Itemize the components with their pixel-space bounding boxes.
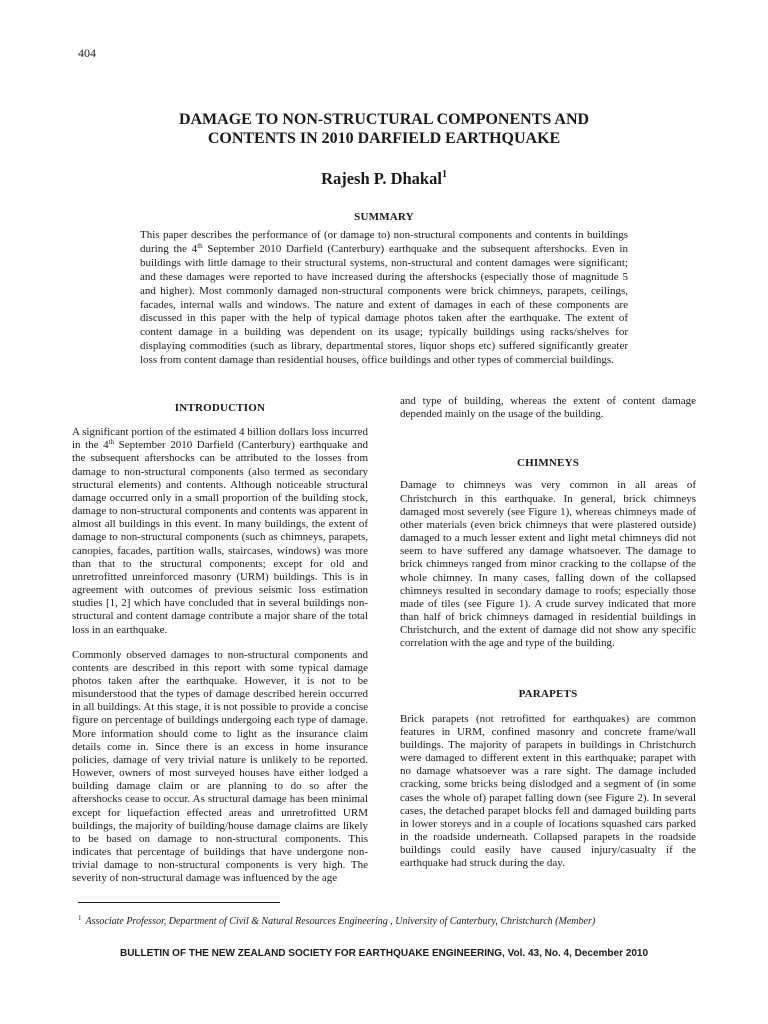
author-line: [100, 169, 668, 189]
parapets-paragraph: Brick parapets (not retrofitted for earthquakes) are common features in URM, confined masonry and concrete frame/wall buildings. The majority of parapets in buildings in Christchurch were damaged to different extent in this earthquake; parapet with no damage whatsoever was a rare sight. The damage included cracking, some bricks being dislodged and a segment of (in some cases the whole of) parapet falling down (see Figure 2). In several cases, the detached parapet blocks fell and damaged building parts in lower storeys and in a couple of locations squashed cars parked in the roadside underneath. Collapsed parapets in the roadside buildings could easily have caused injury/casualty if the earthquake had struck during the day.: [400, 712, 696, 870]
introduction-paragraph-2: Commonly observed damages to non-structural components and contents are described in this report with some typical damage photos taken after the earthquake. However, it is not to be misunderstood that the types of damage described herein occurred in all buildings. At this stage, it is not possible to provide a concise figure on percentage of buildings undergoing each type of damage. More information should come to light as the insurance claim details come in. Since there is an excess in home insurance policies, damage of very trivial nature is unlikely to be reported. However, owners of most surveyed houses have either lodged a building damage claim or are planning to do so after the aftershocks cease to occur. As structural damage has been minimal except for liquefaction effected areas and unretrofitted URM buildings, the majority of building/house damage claims are likely to be based on damage to non-structural components. This indicates that percentage of buildings that have undergone non-trivial damage to non-structural components is very high. The severity of non-structural damage was influenced by the age: [72, 648, 368, 885]
chimneys-paragraph: Damage to chimneys was very common in all areas of Christchurch in this earthquake. In general, brick chimneys damaged most severely (see Figure 1), whereas chimneys made of other materials (even brick chimneys that were plastered outside) damaged to a much lesser extent and light metal chimneys did not seem to have suffered any damage whatsoever. The damage to brick chimneys ranged from minor cracking to the collapse of the whole chimney. In many cases, falling down of the collapsed chimneys resulted in secondary damage to roofs; especially those made of tiles (see Figure 1). A crude survey indicated that more than half of brick chimneys damaged in residential buildings in Christchurch, and the extent of damage did not show any specific correlation with the age and type of the building.: [400, 479, 696, 650]
summary-text-start: This paper describes the performance of (or damage to) non-structural components and contents in buildings during the 4: [140, 229, 628, 255]
intro-p1-start: A significant portion of the estimated 4 billion dollars loss incurred in the 4: [72, 426, 368, 452]
introduction-continuation: and type of building, whereas the extent of content damage depended mainly on the usage of the building.: [400, 395, 696, 421]
footnote-rule: [78, 902, 280, 903]
summary-ordinal: th: [197, 241, 203, 250]
title-line-2: CONTENTS IN 2010 DARFIELD EARTHQUAKE: [207, 130, 561, 147]
bulletin-footer: BULLETIN OF THE NEW ZEALAND SOCIETY FOR EARTHQUAKE ENGINEERING, Vol. 43, No. 4, December 2010: [119, 948, 649, 959]
introduction-heading: INTRODUCTION: [174, 402, 266, 414]
author-name: Rajesh P. Dhakal: [321, 169, 442, 188]
title-line-1: DAMAGE TO NON-STRUCTURAL COMPONENTS AND: [178, 111, 590, 128]
intro-p1-end: September 2010 Darfield (Canterbury) earthquake and the subsequent aftershocks can be attributed to the losses from damage to non-structural components (also termed as secondary structural elements) and contents. Although noticeable structural damage occurred only in a small proportion of the building stock, damage to non-structural components and contents was apparent in almost all buildings in this event. In many buildings, the extent of damage to non-structural components (such as chimneys, parapets, canopies, facades, partition walls, staircases, windows) was more than that to the structural components; except for old and unretrofitted unreinforced masonry (URM) buildings. This is in agreement with outcomes of previous seismic loss estimation studies [1, 2] which have concluded that in several buildings non-structural and content damage contribute a major share of the total loss in an earthquake.: [72, 439, 368, 636]
summary-body: [140, 229, 628, 368]
footnote-text: Associate Professor, Department of Civil & Natural Resources Engineering , University of Canterbury, Christchurch (Member): [85, 916, 596, 927]
right-column: [400, 395, 696, 871]
chimneys-heading: CHIMNEYS: [516, 457, 580, 470]
summary-heading: SUMMARY: [354, 211, 414, 223]
left-column: [72, 402, 368, 885]
paper-title: [100, 110, 668, 148]
intro-ordinal: th: [108, 438, 115, 447]
page-number: 404: [78, 46, 96, 60]
introduction-paragraph-1: [72, 426, 368, 637]
footnote: [78, 914, 718, 927]
parapets-heading: PARAPETS: [518, 687, 578, 700]
summary-text-end: September 2010 Darfield (Canterbury) earthquake and the subsequent aftershocks. Even in buildings with little damage to their structural systems, non-structural and content damages were significant; and these damages were reported to have increased during the aftershocks (especially those of magnitude 5 and higher). Most commonly damaged non-structural components were brick chimneys, parapets, ceilings, facades, internal walls and windows. The nature and extent of damages in each of these components are discussed in this paper with the help of typical damage photos taken after the earthquake. The extent of content damage in a building was dependent on its usage; typically buildings using racks/shelves for displaying commodities (such as library, departmental stores, liquor shops etc) suffered significantly greater loss from content damage than residential houses, office buildings and other types of commercial buildings.: [140, 242, 628, 367]
author-footnote-mark: 1: [441, 169, 447, 180]
footnote-mark: 1: [78, 914, 82, 922]
